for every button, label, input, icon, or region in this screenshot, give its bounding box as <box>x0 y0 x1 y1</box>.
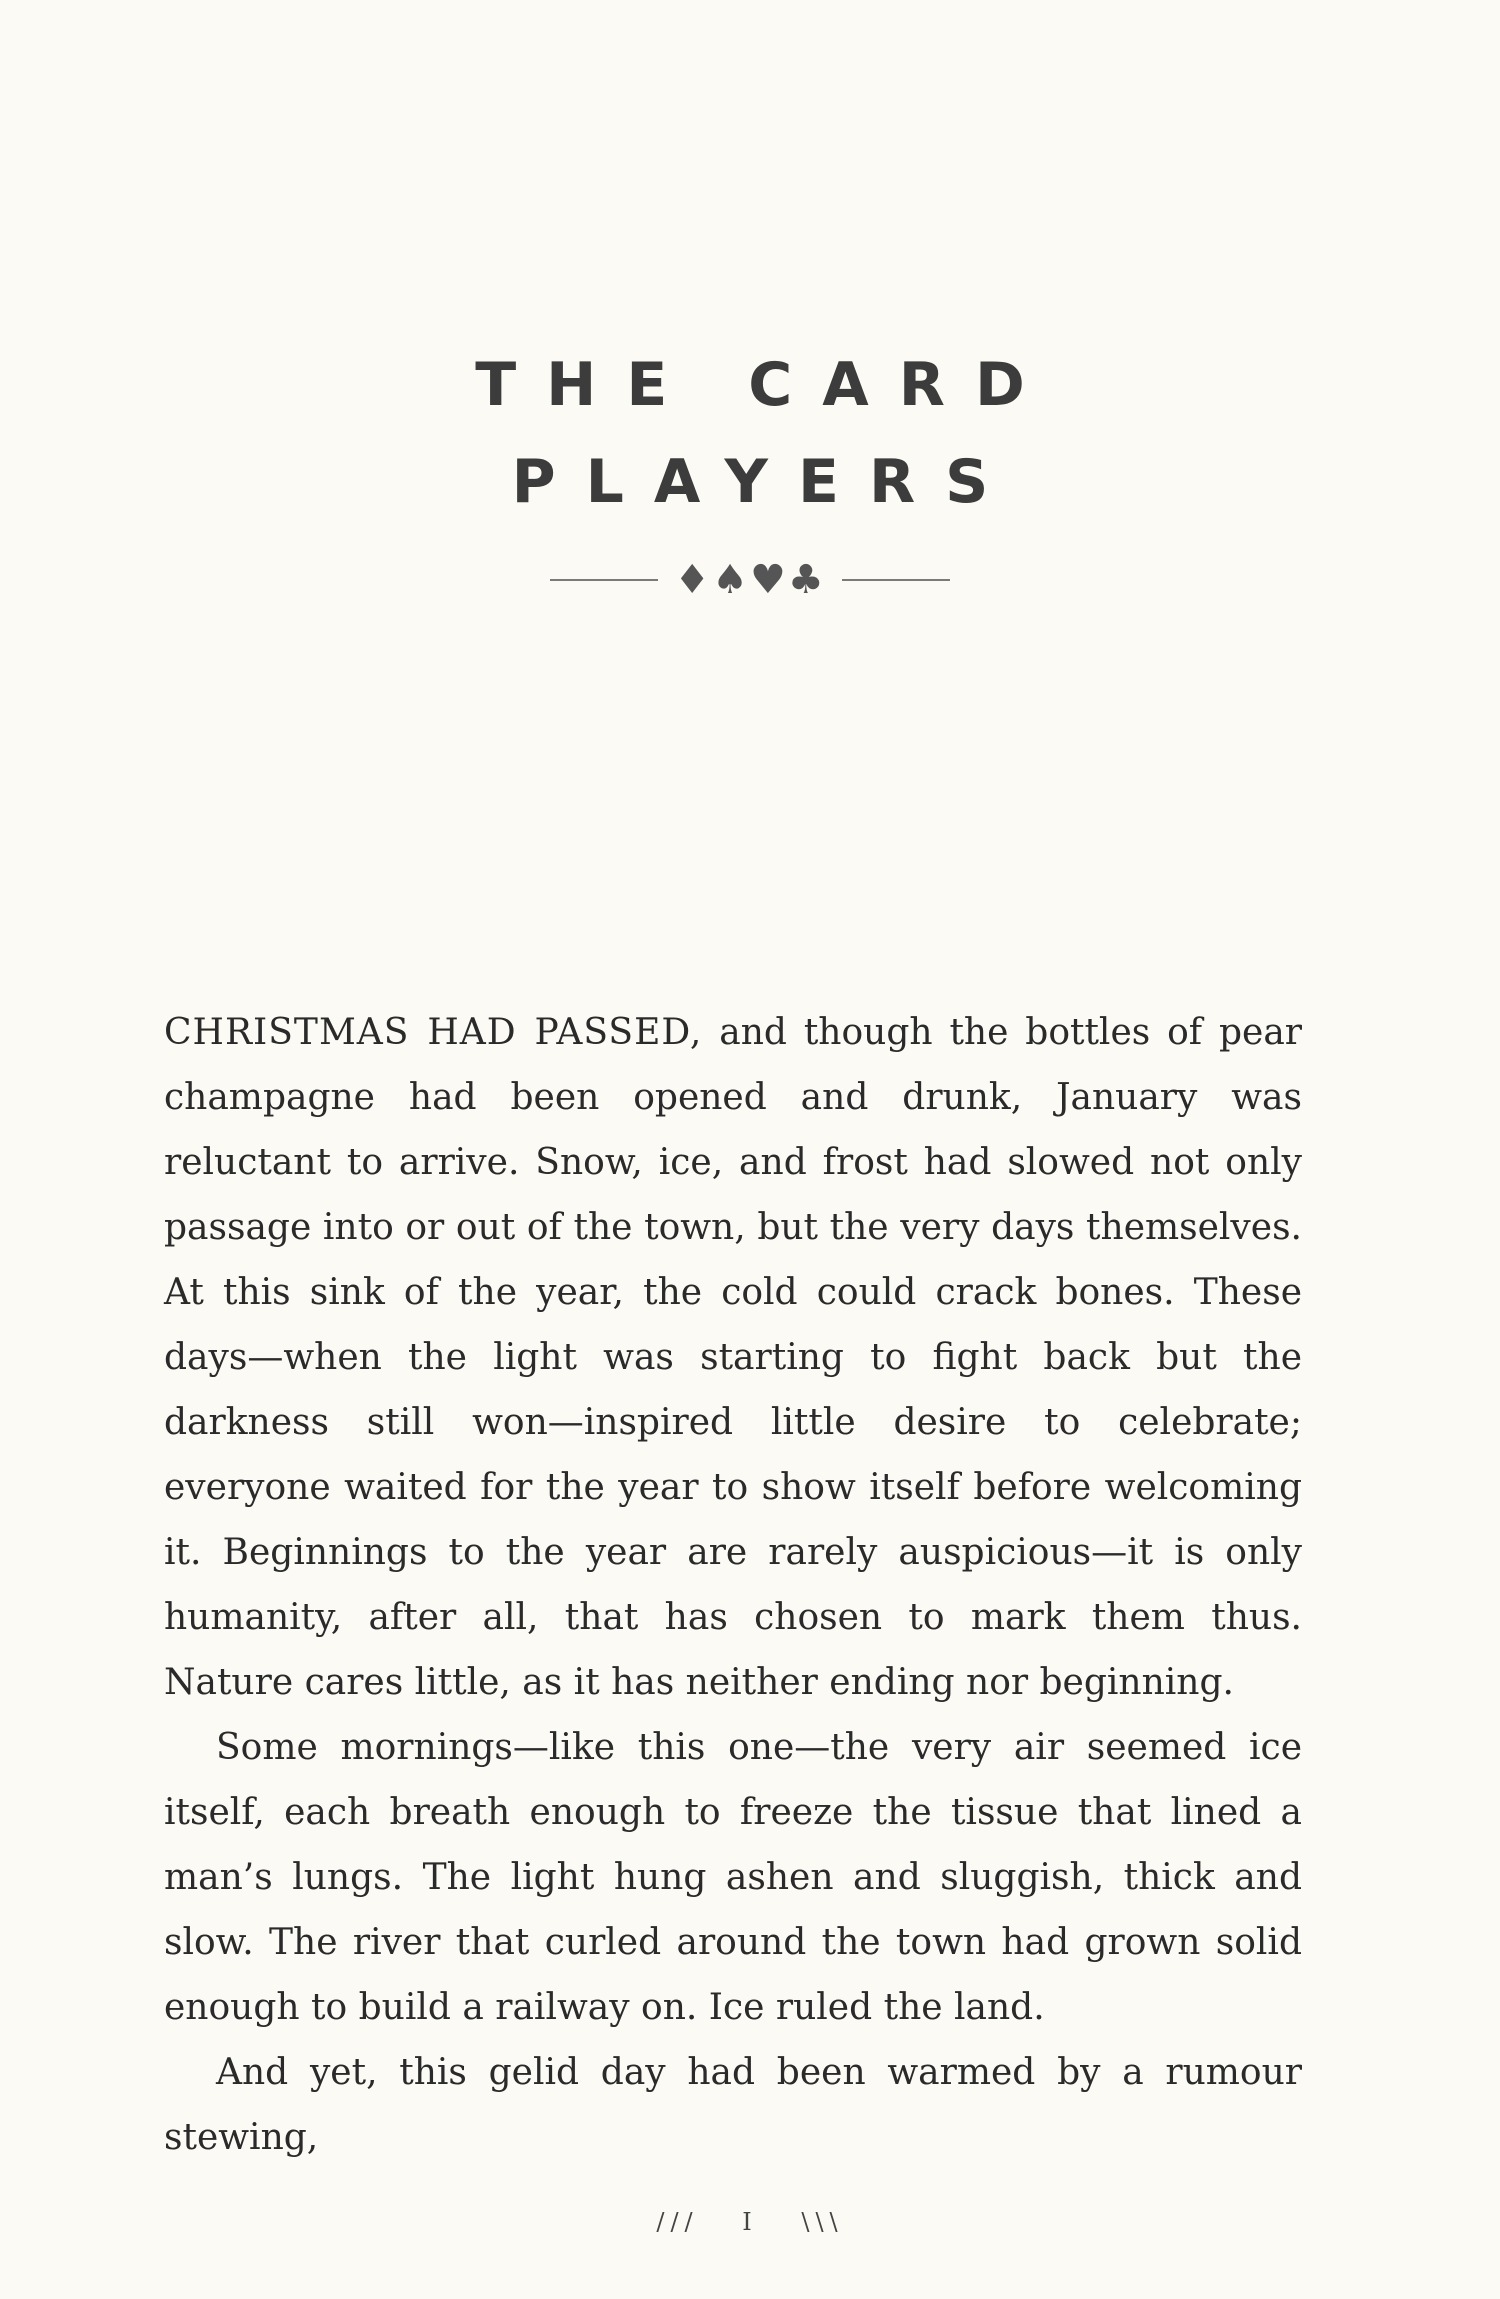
chapter-title-line-1: THE CARD <box>475 350 1055 420</box>
paragraph-1 <box>164 1000 1302 1715</box>
opening-small-caps: CHRISTMAS HAD PASSED, <box>164 1012 703 1053</box>
paragraph-3: And yet, this gelid day had been warmed by a rumour stewing, <box>164 2052 1302 2158</box>
chapter-body <box>164 1000 1302 2170</box>
page-number: /// I \\\ <box>656 2208 844 2236</box>
paragraph-1-text: and though the bottles of pear champagne had been opened and drunk, January was reluctant to arrive. Snow, ice, and frost had slowed not only passage into or out of the town, but the very days themselves. At this sink of the year, the cold could crack bones. These days—when the light was starting to fight back but the darkness still won—inspired little desire to celebrate; everyone waited for the year to show itself before welcoming it. Beginnings to the year are rarely auspicious—it is only humanity, after all, that has chosen to mark them thus. Nature cares little, as it has neither ending nor beginning. <box>164 1012 1302 1703</box>
paragraph-2: Some mornings—like this one—the very air seemed ice itself, each breath enough to freeze the tissue that lined a man’s lungs. The light hung ashen and sluggish, thick and slow. The river that curled around the town had grown solid enough to build a railway on. Ice ruled the land. <box>164 1727 1302 2028</box>
chapter-title-line-2: PLAYERS <box>511 447 1019 517</box>
card-suits-icon: ♦♠♥♣ <box>674 557 826 603</box>
ornament-rule-right <box>842 579 950 581</box>
ornament-rule-left <box>550 579 658 581</box>
chapter-ornament <box>0 557 1500 603</box>
